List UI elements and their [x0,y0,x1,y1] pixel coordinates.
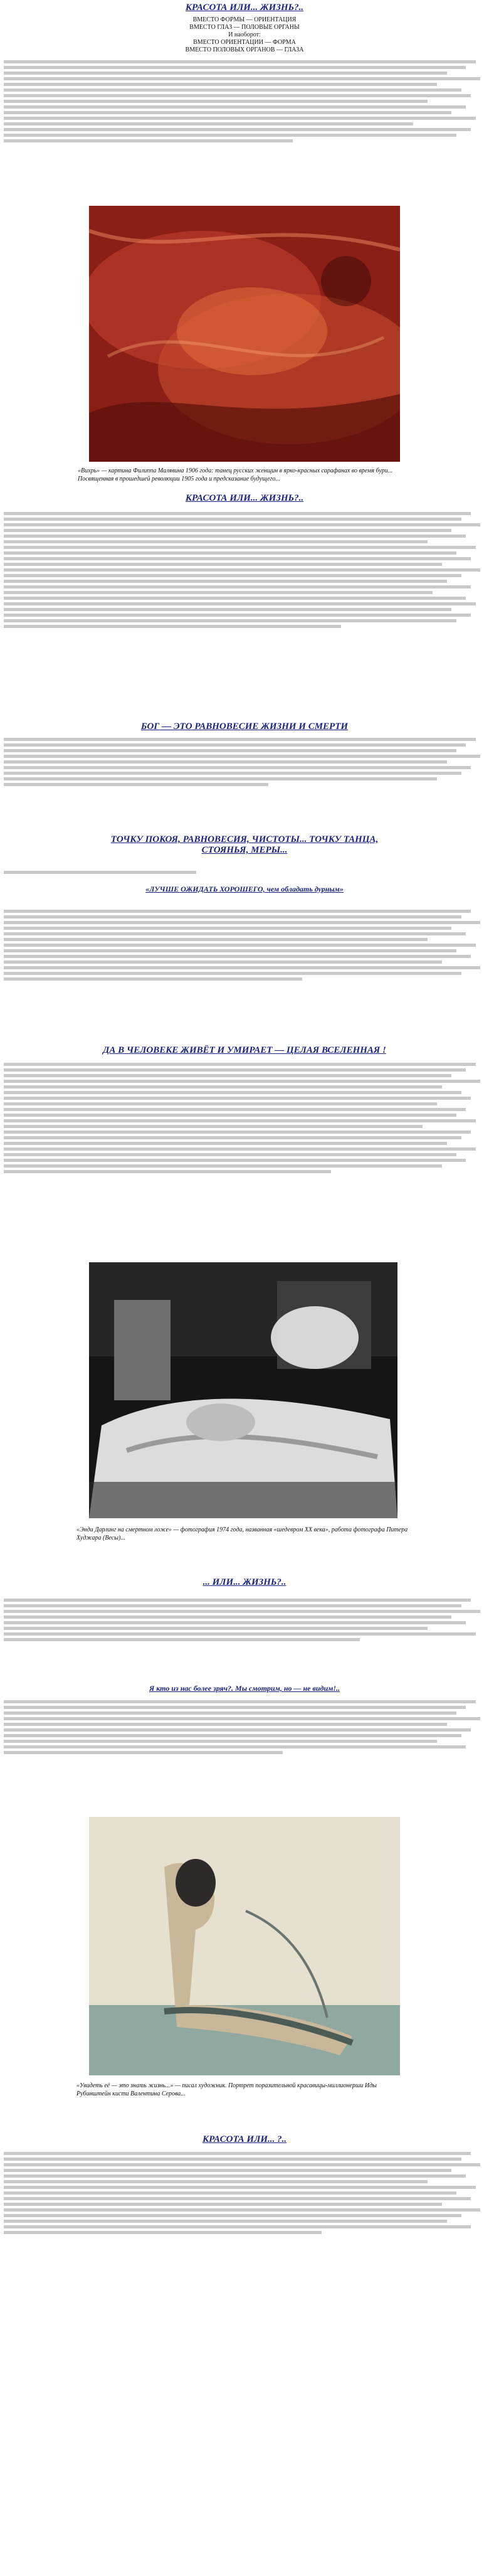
paragraph-block [4,58,485,200]
caption-portrait: «Увидеть её — это знать жизнь...» — писал художник. Портрет поразительной красавицы-миллионерши Иды Рубинштейн кисти Валентина Серова... [76,2082,377,2097]
paragraph-block [4,1596,485,1679]
photo-illustration [89,1262,397,1518]
paragraph-block [4,1698,485,1806]
paragraph-block [4,2149,485,2304]
intro-line: ВМЕСТО ФОРМЫ — ОРИЕНТАЦИЯ [192,16,297,23]
painting-illustration [89,206,400,462]
heading-universe: ДА В ЧЕЛОВЕКЕ ЖИВЁТ И УМИРАЕТ — ЦЕЛАЯ ВСЕЛЕННАЯ ! [103,1045,386,1055]
intro-line: ВМЕСТО ОРИЕНТАЦИИ — ФОРМА [193,39,296,46]
painting-image [89,206,400,462]
caption-painting: «Вихрь» — картина Филиппа Малявина 1906 года: танец русских женщин в ярко-красных сарафанах во время бури... Посвященная в прошедшей революции 1905 года и предсказание будущего... [78,467,393,482]
intro-line: ВМЕСТО ГЛАЗ — ПОЛОВЫЕ ОРГАНЫ [189,24,300,31]
paragraph-block [4,735,485,829]
heading-beauty-or-life-2: КРАСОТА ИЛИ... ЖИЗНЬ?.. [185,493,304,503]
paragraph-block [4,509,485,718]
paragraph-block [4,868,485,880]
heading-or-life: ... ИЛИ... ЖИЗНЬ?.. [202,1577,287,1587]
portrait-painting [89,1817,400,2075]
portrait-illustration [89,1817,400,2075]
heading-god-balance: БОГ — ЭТО РАВНОВЕСИЕ ЖИЗНИ И СМЕРТИ [140,721,349,732]
paragraph-block [4,907,485,1041]
heading-point-of-rest: ТОЧКУ ПОКОЯ, РАВНОВЕСИЯ, ЧИСТОТЫ... ТОЧКУ ТАНЦА, СТОЯНЬЯ, МЕРЫ... [110,834,379,855]
intro-line: ВМЕСТО ПОЛОВЫХ ОРГАНОВ — ГЛАЗА [185,46,304,53]
paragraph-block [4,1060,485,1262]
deathbed-photo [89,1262,397,1518]
caption-photo: «Энди Дарлинг на смертном ложе» — фотография 1974 года, названная «шедевром XX века», работа фотографа Питера Худжара (Весы)... [76,1526,408,1541]
intro-line: И наоборот: [228,31,261,38]
heading-better-expect: «ЛУЧШЕ ОЖИДАТЬ ХОРОШЕГО, чем обладать дурным» [145,885,344,893]
heading-beauty-or: КРАСОТА ИЛИ... ?.. [202,2134,287,2144]
heading-beauty-or-life: КРАСОТА ИЛИ... ЖИЗНЬ?.. [185,3,304,13]
heading-who-sees: Я кто из нас более зряч?. Мы смотрим, но — не видим!.. [149,1684,340,1693]
